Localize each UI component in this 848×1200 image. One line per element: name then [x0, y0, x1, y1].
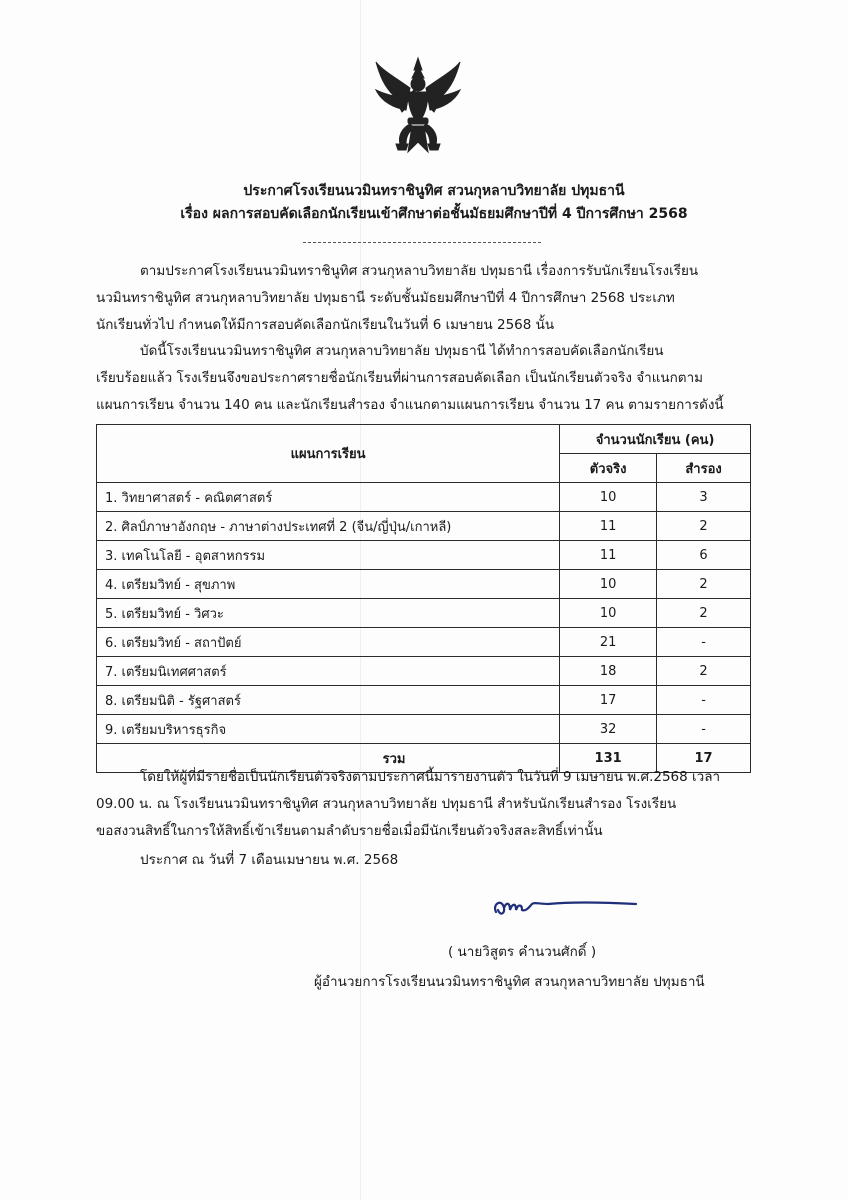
reserve-cell: - — [657, 686, 751, 715]
plan-cell: 7. เตรียมนิเทศศาสตร์ — [97, 657, 560, 686]
announcement-title: ประกาศโรงเรียนนวมินทราชินูทิศ สวนกุหลาบวิทยาลัย ปทุมธานี — [243, 183, 625, 199]
actual-cell: 10 — [560, 599, 657, 628]
reserve-cell: 6 — [657, 541, 751, 570]
paragraph-line: นวมินทราชินูทิศ สวนกุหลาบวิทยาลัย ปทุมธานี ระดับชั้นมัธยมศึกษาปีที่ 4 ปีการศึกษา 2568 ประเภท — [96, 290, 675, 306]
announcement-subject: เรื่อง ผลการสอบคัดเลือกนักเรียนเข้าศึกษาต่อชั้นมัธยมศึกษาปีที่ 4 ปีการศึกษา 2568 — [180, 206, 688, 222]
reserve-cell: 3 — [657, 483, 751, 512]
header-divider — [303, 242, 541, 243]
header-plan: แผนการเรียน — [97, 425, 560, 483]
paragraph-line: แผนการเรียน จำนวน 140 คน และนักเรียนสำรอง จำแนกตามแผนการเรียน จำนวน 17 คน ตามรายการดังนี้ — [96, 397, 724, 413]
table-row — [97, 686, 751, 715]
table-row — [97, 483, 751, 512]
actual-cell: 18 — [560, 657, 657, 686]
actual-cell: 11 — [560, 512, 657, 541]
actual-cell: 10 — [560, 570, 657, 599]
reserve-cell: - — [657, 715, 751, 744]
plan-cell: 3. เทคโนโลยี - อุตสาหกรรม — [97, 541, 560, 570]
table-row — [97, 715, 751, 744]
total-label: รวม — [97, 744, 560, 773]
signer-title: ผู้อำนวยการโรงเรียนนวมินทราชินูทิศ สวนกุหลาบวิทยาลัย ปทุมธานี — [314, 974, 705, 990]
table-row — [97, 599, 751, 628]
total-reserve: 17 — [657, 744, 751, 773]
total-actual: 131 — [560, 744, 657, 773]
garuda-emblem-icon — [372, 56, 464, 156]
table-row — [97, 628, 751, 657]
paragraph-line: ตามประกาศโรงเรียนนวมินทราชินูทิศ สวนกุหลาบวิทยาลัย ปทุมธานี เรื่องการรับนักเรียนโรงเรียน — [140, 263, 699, 279]
plan-cell: 2. ศิลป์ภาษาอังกฤษ - ภาษาต่างประเทศที่ 2 (จีน/ญี่ปุ่น/เกาหลี) — [97, 512, 560, 541]
plan-cell: 8. เตรียมนิติ - รัฐศาสตร์ — [97, 686, 560, 715]
actual-cell: 32 — [560, 715, 657, 744]
paragraph-line: บัดนี้โรงเรียนนวมินทราชินูทิศ สวนกุหลาบวิทยาลัย ปทุมธานี ได้ทำการสอบคัดเลือกนักเรียน — [140, 343, 664, 359]
actual-cell: 11 — [560, 541, 657, 570]
announce-date: ประกาศ ณ วันที่ 7 เดือนเมษายน พ.ศ. 2568 — [140, 852, 399, 868]
reserve-cell: - — [657, 628, 751, 657]
plan-cell: 4. เตรียมวิทย์ - สุขภาพ — [97, 570, 560, 599]
plan-cell: 5. เตรียมวิทย์ - วิศวะ — [97, 599, 560, 628]
actual-cell: 10 — [560, 483, 657, 512]
table-row — [97, 541, 751, 570]
paragraph-line: โดยให้ผู้ที่มีรายชื่อเป็นนักเรียนตัวจริงตามประกาศนี้มารายงานตัว ในวันที่ 9 เมษายน พ.ศ.2568 เวลา — [140, 769, 721, 785]
paragraph-line: ขอสงวนสิทธิ์ในการให้สิทธิ์เข้าเรียนตามลำดับรายชื่อเมื่อมีนักเรียนตัวจริงสละสิทธิ์เท่านั้น — [96, 823, 603, 839]
actual-cell: 17 — [560, 686, 657, 715]
table-row — [97, 512, 751, 541]
header-actual: ตัวจริง — [560, 454, 657, 483]
paragraph-line: 09.00 น. ณ โรงเรียนนวมินทราชินูทิศ สวนกุหลาบวิทยาลัย ปทุมธานี สำหรับนักเรียนสำรอง โรงเรียน — [96, 796, 677, 812]
plan-cell: 6. เตรียมวิทย์ - สถาปัตย์ — [97, 628, 560, 657]
actual-cell: 21 — [560, 628, 657, 657]
signer-name: ( นายวิสูตร คำนวนศักดิ์ ) — [448, 944, 597, 960]
reserve-cell: 2 — [657, 599, 751, 628]
results-table — [96, 424, 751, 773]
header-reserve: สำรอง — [657, 454, 751, 483]
table-row — [97, 570, 751, 599]
result-paragraph — [96, 338, 756, 419]
handwritten-signature-icon — [488, 890, 638, 924]
reserve-cell: 2 — [657, 570, 751, 599]
table-row — [97, 657, 751, 686]
plan-cell: 9. เตรียมบริหารธุรกิจ — [97, 715, 560, 744]
header-student-count: จำนวนนักเรียน (คน) — [560, 425, 751, 454]
reserve-cell: 2 — [657, 512, 751, 541]
reserve-cell: 2 — [657, 657, 751, 686]
plan-cell: 1. วิทยาศาสตร์ - คณิตศาสตร์ — [97, 483, 560, 512]
announcement-header — [0, 180, 848, 226]
report-paragraph — [96, 764, 756, 845]
intro-paragraph — [96, 258, 756, 339]
paragraph-line: เรียบร้อยแล้ว โรงเรียนจึงขอประกาศรายชื่อนักเรียนที่ผ่านการสอบคัดเลือก เป็นนักเรียนตัวจริง จำแนกตาม — [96, 370, 704, 386]
paragraph-line: นักเรียนทั่วไป กำหนดให้มีการสอบคัดเลือกนักเรียนในวันที่ 6 เมษายน 2568 นั้น — [96, 317, 555, 333]
